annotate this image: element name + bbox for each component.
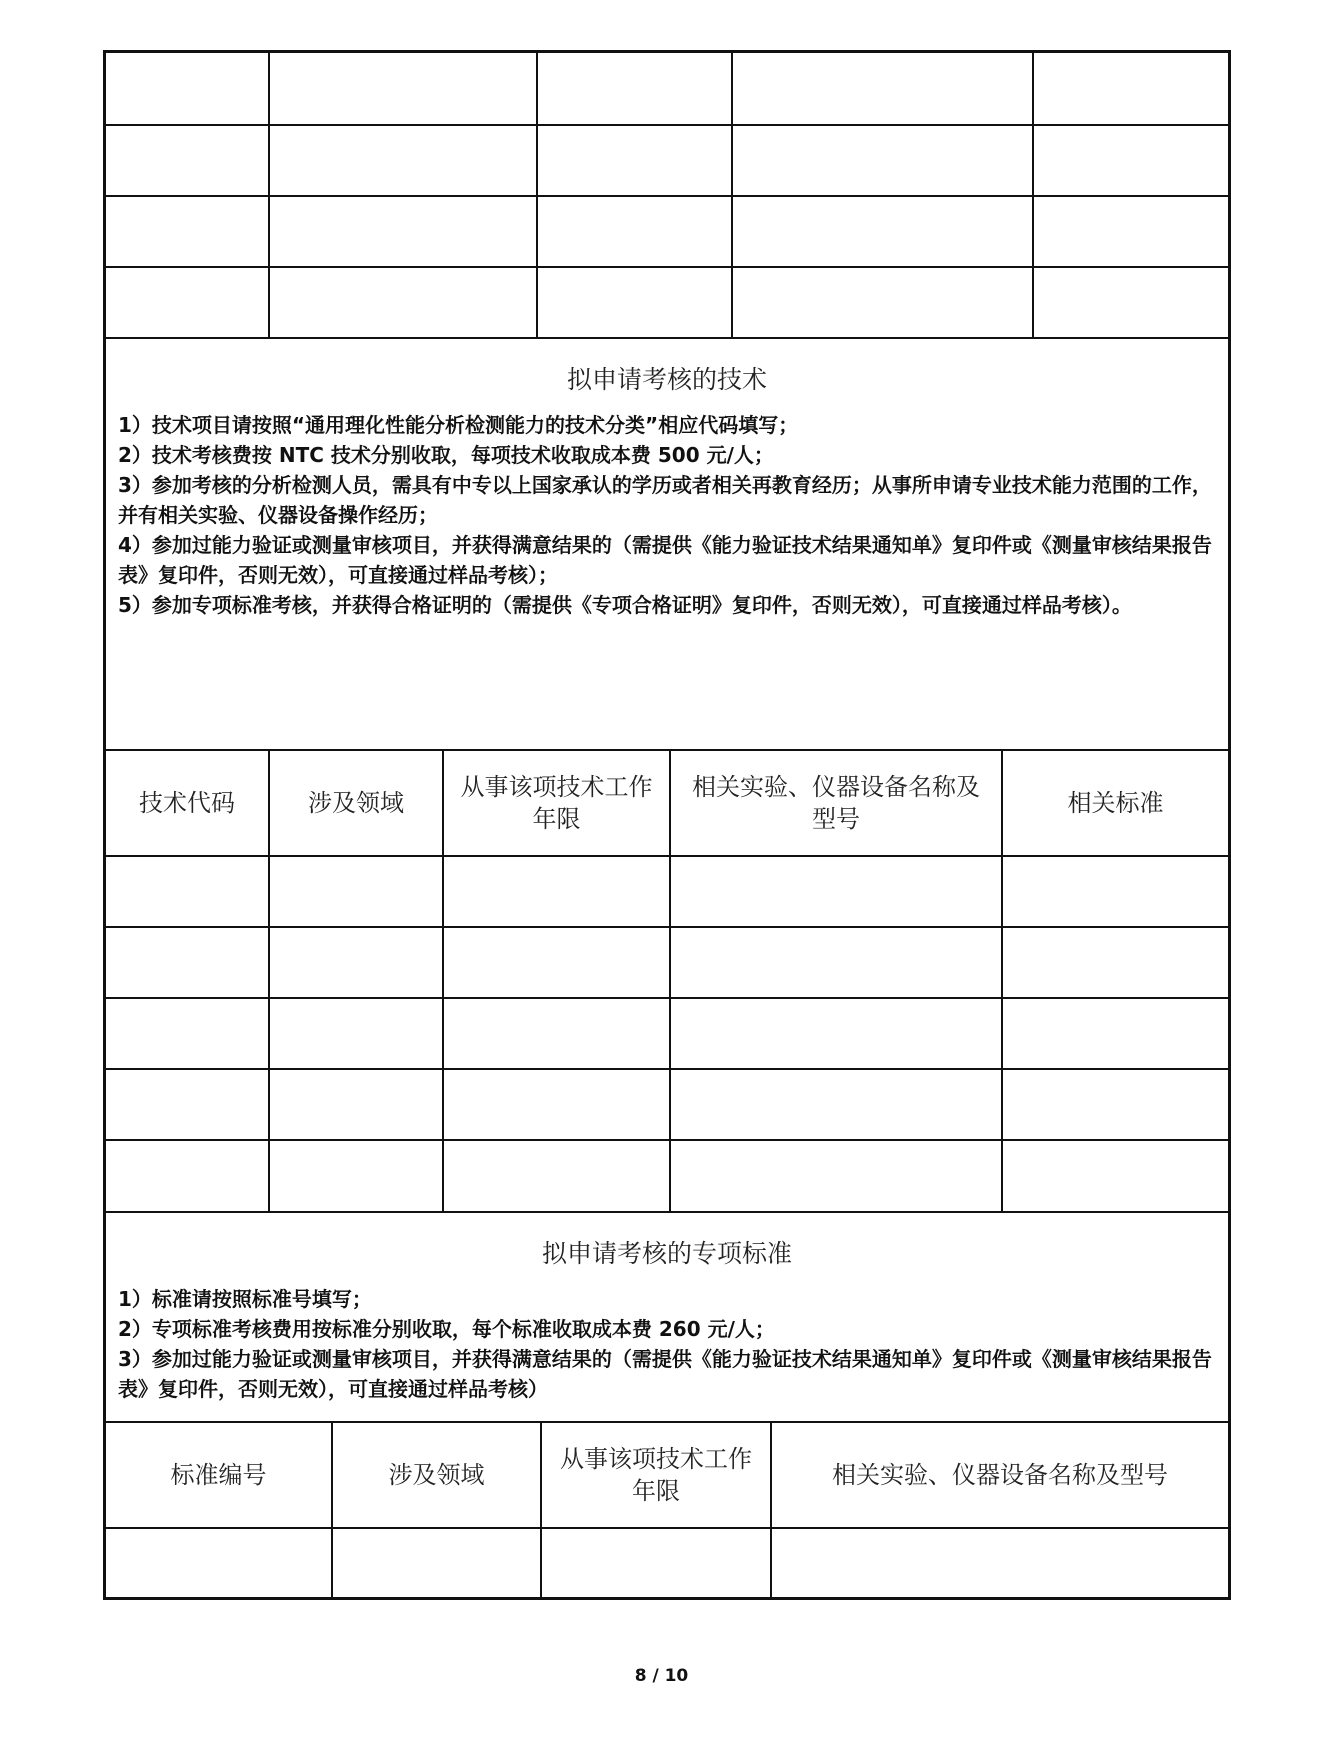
table-cell[interactable] [269, 53, 537, 125]
table-cell[interactable] [106, 267, 269, 338]
note-item: 3）参加考核的分析检测人员，需具有中专以上国家承认的学历或者相关再教育经历；从事所申请专业技术能力范围的工作，并有相关实验、仪器设备操作经历； [118, 473, 1212, 527]
table-cell[interactable] [732, 53, 1033, 125]
table-cell[interactable] [732, 267, 1033, 338]
table-cell[interactable] [1002, 1069, 1228, 1140]
table-cell[interactable] [1002, 927, 1228, 998]
table-cell[interactable] [106, 53, 269, 125]
header-standard: 相关标准 [1002, 750, 1228, 856]
technique-table [106, 750, 1228, 1213]
header-equipment: 相关实验、仪器设备名称及型号 [771, 1422, 1228, 1528]
table-header-row [106, 1422, 1228, 1528]
table-cell[interactable] [106, 1140, 269, 1212]
table-cell[interactable] [1033, 196, 1228, 267]
table-cell[interactable] [670, 927, 1002, 998]
table-cell[interactable] [269, 927, 443, 998]
table-row [106, 927, 1228, 998]
table-cell[interactable] [269, 998, 443, 1069]
table-row [106, 1140, 1228, 1212]
table-row [106, 53, 1228, 125]
table-cell[interactable] [106, 927, 269, 998]
header-field: 涉及领域 [269, 750, 443, 856]
table-cell[interactable] [541, 1528, 771, 1600]
table-cell[interactable] [443, 1140, 670, 1212]
notes-list [106, 410, 1228, 620]
table-cell[interactable] [269, 1140, 443, 1212]
table-cell[interactable] [269, 1069, 443, 1140]
table-cell[interactable] [537, 53, 732, 125]
table-cell[interactable] [732, 125, 1033, 196]
table-row [106, 196, 1228, 267]
table-cell[interactable] [106, 998, 269, 1069]
table-cell[interactable] [106, 1069, 269, 1140]
note-item: 2）技术考核费按 NTC 技术分别收取，每项技术收取成本费 500 元/人； [118, 443, 774, 467]
note-item: 1）标准请按照标准号填写； [118, 1287, 372, 1311]
table-cell[interactable] [269, 267, 537, 338]
table-row [106, 1528, 1228, 1600]
table-cell[interactable] [443, 1069, 670, 1140]
header-tech-code: 技术代码 [106, 750, 269, 856]
table-cell[interactable] [537, 196, 732, 267]
table-cell[interactable] [269, 125, 537, 196]
table-row [106, 856, 1228, 927]
header-standard-no: 标准编号 [106, 1422, 332, 1528]
section-title: 拟申请考核的专项标准 [541, 1239, 792, 1268]
table-cell[interactable] [106, 125, 269, 196]
note-item: 2）专项标准考核费用按标准分别收取，每个标准收取成本费 260 元/人； [118, 1317, 775, 1341]
table-cell[interactable] [670, 1069, 1002, 1140]
table-cell[interactable] [670, 856, 1002, 927]
table-cell[interactable] [771, 1528, 1228, 1600]
standard-table [106, 1422, 1228, 1600]
notes-list [106, 1284, 1228, 1404]
table-row [106, 267, 1228, 338]
header-years: 从事该项技术工作年限 [541, 1422, 771, 1528]
header-field: 涉及领域 [332, 1422, 541, 1528]
table-cell[interactable] [269, 196, 537, 267]
table-cell[interactable] [1033, 125, 1228, 196]
table-cell[interactable] [443, 927, 670, 998]
table-cell[interactable] [106, 196, 269, 267]
standard-section [106, 1212, 1228, 1423]
note-item: 3）参加过能力验证或测量审核项目，并获得满意结果的（需提供《能力验证技术结果通知单》复印件或《测量审核结果报告表》复印件，否则无效），可直接通过样品考核） [118, 1347, 1212, 1401]
table-cell[interactable] [670, 1140, 1002, 1212]
table-cell[interactable] [1033, 267, 1228, 338]
section-title: 拟申请考核的技术 [566, 365, 767, 394]
table-cell[interactable] [1033, 53, 1228, 125]
table-cell[interactable] [1002, 1140, 1228, 1212]
note-item: 5）参加专项标准考核，并获得合格证明的（需提供《专项合格证明》复印件，否则无效），可直接通过样品考核）。 [118, 593, 1132, 617]
table-row [106, 998, 1228, 1069]
table-cell[interactable] [670, 998, 1002, 1069]
table-cell[interactable] [106, 1528, 332, 1600]
table-cell[interactable] [332, 1528, 541, 1600]
top-empty-table [106, 53, 1228, 339]
table-cell[interactable] [443, 998, 670, 1069]
table-cell[interactable] [269, 856, 443, 927]
table-cell[interactable] [537, 267, 732, 338]
page-number: 8 / 10 [634, 1666, 689, 1686]
note-item: 1）技术项目请按照“通用理化性能分析检测能力的技术分类”相应代码填写； [118, 413, 799, 437]
table-cell[interactable] [732, 196, 1033, 267]
header-years: 从事该项技术工作年限 [443, 750, 670, 856]
table-row [106, 125, 1228, 196]
header-equipment: 相关实验、仪器设备名称及型号 [670, 750, 1002, 856]
table-cell[interactable] [443, 856, 670, 927]
table-header-row [106, 750, 1228, 856]
note-item: 4）参加过能力验证或测量审核项目，并获得满意结果的（需提供《能力验证技术结果通知单》复印件或《测量审核结果报告表》复印件，否则无效），可直接通过样品考核）； [118, 533, 1212, 587]
table-cell[interactable] [1002, 856, 1228, 927]
table-cell[interactable] [106, 856, 269, 927]
table-cell[interactable] [1002, 998, 1228, 1069]
technique-section [106, 338, 1228, 751]
table-cell[interactable] [537, 125, 732, 196]
table-row [106, 1069, 1228, 1140]
form-frame [103, 50, 1231, 1600]
